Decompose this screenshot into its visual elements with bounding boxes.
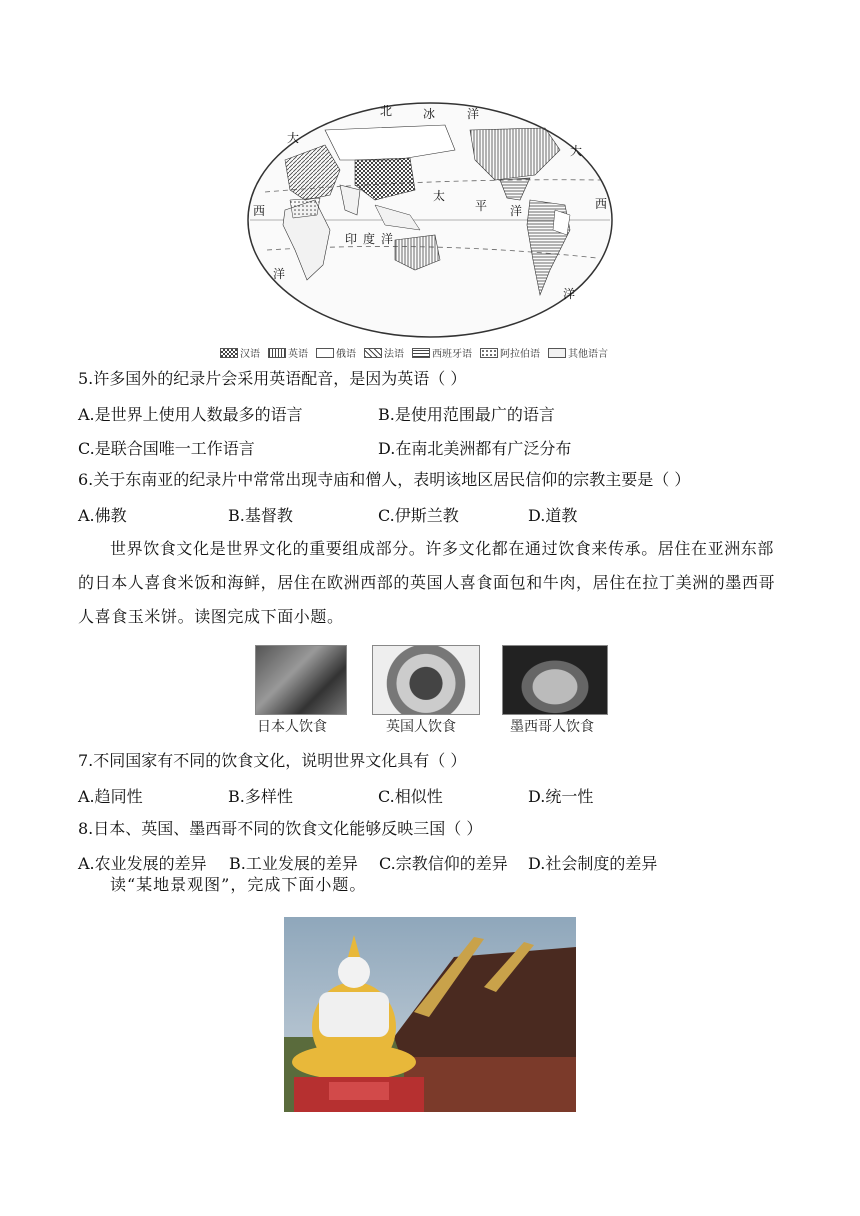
ocean-label: 西 bbox=[595, 197, 608, 211]
legend-item bbox=[268, 345, 308, 360]
arabic-swatch-icon bbox=[480, 348, 498, 358]
question-5-stem: 5.许多国外的纪录片会采用英语配音，是因为英语（ ） bbox=[78, 369, 467, 388]
legend-item bbox=[316, 345, 356, 360]
ocean-label: 太 bbox=[433, 189, 446, 203]
british-food-photo bbox=[372, 645, 480, 715]
q6-option-d[interactable]: D.道教 bbox=[528, 506, 578, 525]
legend-label: 西班牙语 bbox=[432, 349, 472, 360]
legend-item bbox=[364, 345, 404, 360]
ocean-label: 西 bbox=[253, 204, 266, 218]
food-caption: 英国人饮食 bbox=[386, 719, 456, 735]
legend-item bbox=[548, 345, 608, 360]
q8-option-b[interactable]: B.工业发展的差异 bbox=[229, 854, 358, 873]
ocean-label: 印 bbox=[345, 232, 358, 246]
q8-option-d[interactable]: D.社会制度的差异 bbox=[528, 854, 658, 873]
q7-option-c[interactable]: C.相似性 bbox=[378, 787, 443, 806]
mexican-food-photo bbox=[502, 645, 608, 715]
q5-option-c[interactable]: C.是联合国唯一工作语言 bbox=[78, 439, 255, 458]
russian-swatch-icon bbox=[316, 348, 334, 358]
q7-option-b[interactable]: B.多样性 bbox=[228, 787, 293, 806]
ocean-label: 洋 bbox=[510, 204, 523, 218]
q5-option-a[interactable]: A.是世界上使用人数最多的语言 bbox=[78, 405, 303, 424]
legend-item bbox=[412, 345, 472, 360]
legend-label: 俄语 bbox=[336, 349, 356, 360]
legend-label: 其他语言 bbox=[568, 349, 608, 360]
question-6-stem: 6.关于东南亚的纪录片中常常出现寺庙和僧人，表明该地区居民信仰的宗教主要是（ ） bbox=[78, 470, 691, 489]
ocean-label: 北 bbox=[380, 104, 393, 118]
other-swatch-icon bbox=[548, 348, 566, 358]
spanish-swatch-icon bbox=[412, 348, 430, 358]
q7-option-d[interactable]: D.统一性 bbox=[528, 787, 594, 806]
ocean-label: 洋 bbox=[563, 287, 576, 301]
legend-label: 法语 bbox=[384, 349, 404, 360]
ocean-label: 洋 bbox=[467, 107, 480, 121]
food-culture-passage: 世界饮食文化是世界文化的重要组成部分。许多文化都在通过饮食来传承。居住在亚洲东部的日本人喜食米饭和海鲜，居住在欧洲西部的英国人喜食面包和牛肉，居住在拉丁美洲的墨西哥人喜食玉米饼。读图完成下面小题。 bbox=[78, 539, 776, 626]
q6-option-c[interactable]: C.伊斯兰教 bbox=[378, 506, 459, 525]
food-caption: 墨西哥人饮食 bbox=[510, 719, 594, 735]
ocean-label: 冰 bbox=[423, 107, 436, 121]
question-8-stem: 8.日本、英国、墨西哥不同的饮食文化能够反映三国（ ） bbox=[78, 819, 483, 838]
map-legend bbox=[220, 345, 608, 360]
english-swatch-icon bbox=[268, 348, 286, 358]
legend-label: 汉语 bbox=[240, 349, 260, 360]
ocean-label: 洋 bbox=[273, 267, 286, 281]
q6-option-a[interactable]: A.佛教 bbox=[78, 506, 127, 525]
legend-item bbox=[480, 345, 540, 360]
q8-option-c[interactable]: C.宗教信仰的差异 bbox=[379, 854, 508, 873]
japanese-food-photo bbox=[255, 645, 347, 715]
temple-landscape-photo bbox=[284, 917, 576, 1112]
question-7-stem: 7.不同国家有不同的饮食文化，说明世界文化具有（ ） bbox=[78, 751, 467, 770]
ocean-label: 平 bbox=[475, 199, 488, 213]
world-language-map bbox=[245, 100, 615, 340]
ocean-label: 洋 bbox=[381, 232, 394, 246]
legend-label: 英语 bbox=[288, 349, 308, 360]
legend-label: 阿拉伯语 bbox=[500, 349, 540, 360]
q5-option-d[interactable]: D.在南北美洲都有广泛分布 bbox=[378, 439, 572, 458]
q8-option-a[interactable]: A.农业发展的差异 bbox=[78, 854, 207, 873]
q7-option-a[interactable]: A.趋同性 bbox=[78, 787, 143, 806]
q5-option-b[interactable]: B.是使用范围最广的语言 bbox=[378, 405, 555, 424]
ocean-label: 大 bbox=[570, 144, 583, 158]
legend-item bbox=[220, 345, 260, 360]
q6-option-b[interactable]: B.基督教 bbox=[228, 506, 293, 525]
food-caption: 日本人饮食 bbox=[257, 719, 327, 735]
french-swatch-icon bbox=[364, 348, 382, 358]
landscape-prompt: 读“某地景观图”，完成下面小题。 bbox=[110, 875, 367, 894]
ocean-label: 度 bbox=[363, 232, 376, 246]
ocean-label: 大 bbox=[287, 131, 300, 145]
chinese-swatch-icon bbox=[220, 348, 238, 358]
